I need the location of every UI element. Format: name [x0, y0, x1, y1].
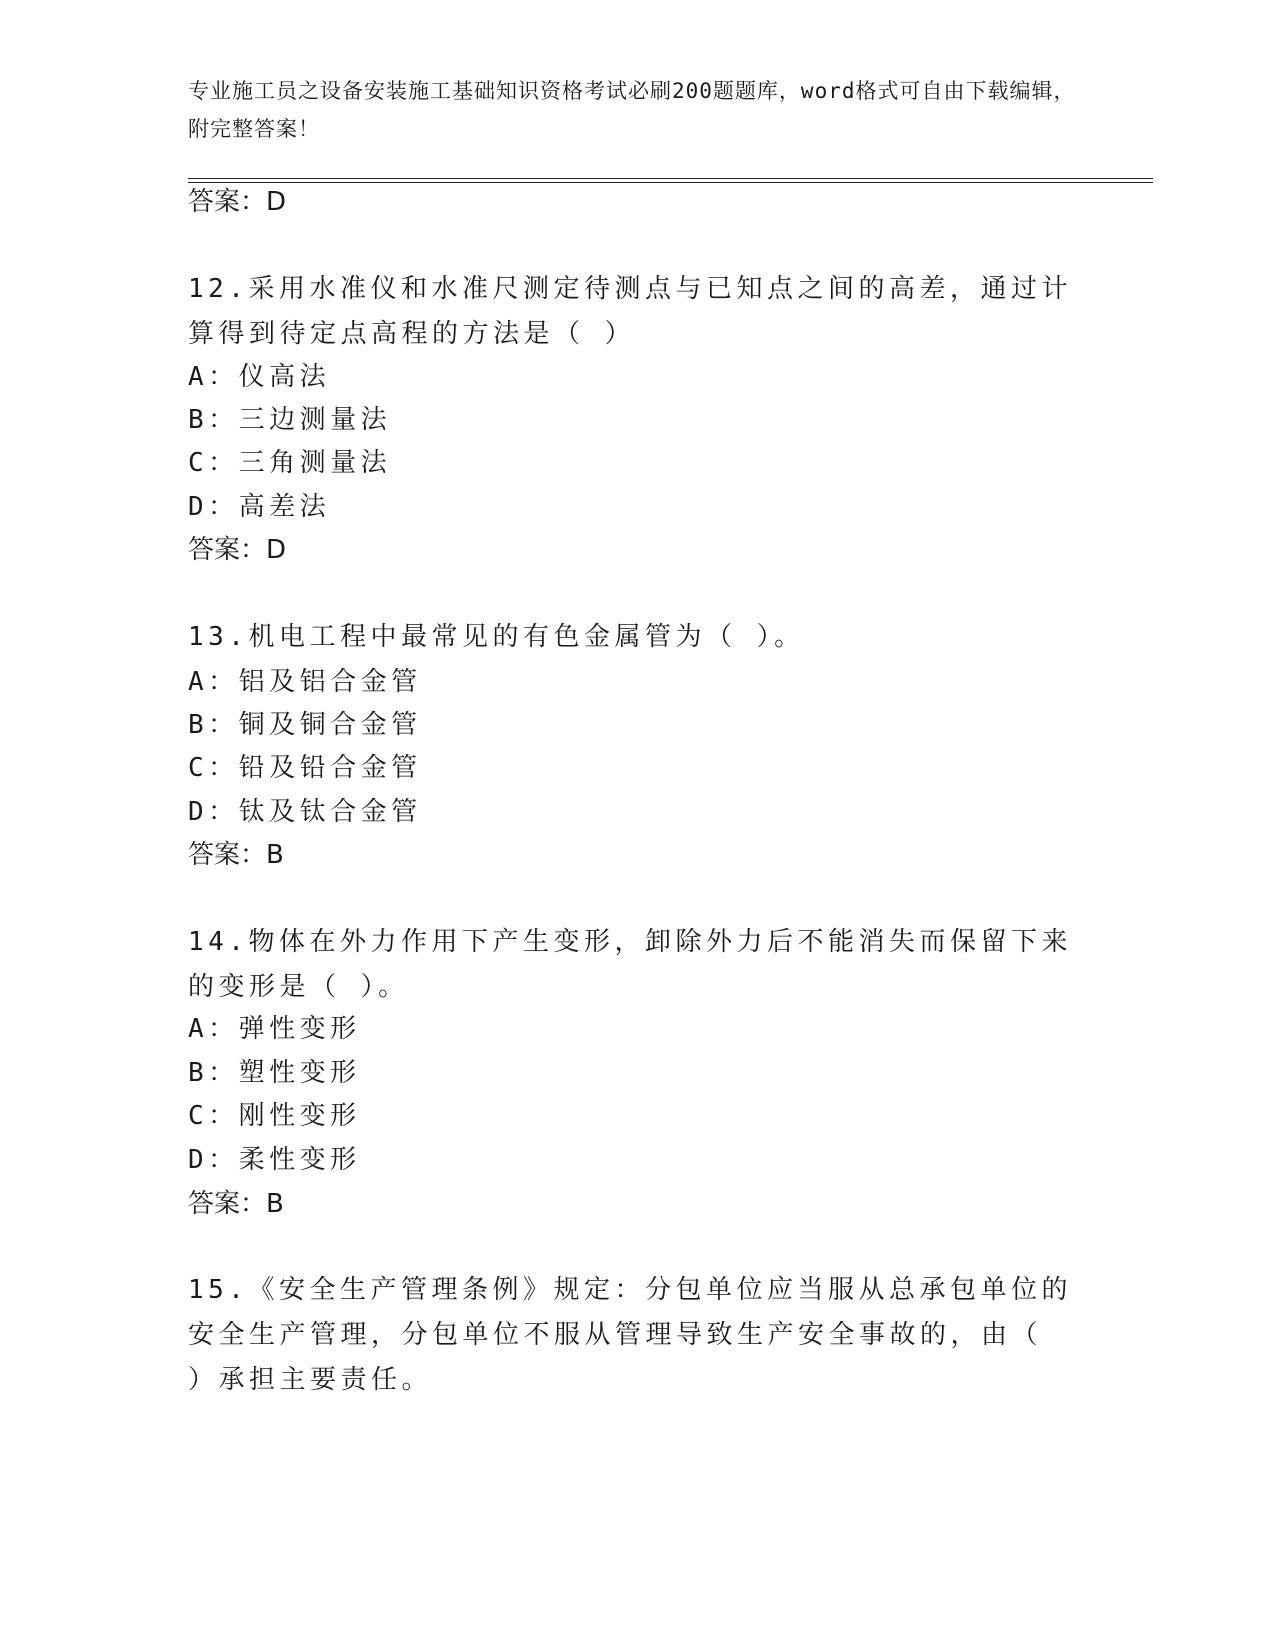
question-13-answer: 答案：B	[188, 840, 284, 870]
question-14-option-c: C：刚性变形	[188, 1101, 361, 1131]
document-header: 专业施工员之设备安装施工基础知识资格考试必刷200题题库，word格式可自由下载编辑，附完整答案！	[188, 79, 1076, 141]
question-12-answer: 答案：D	[188, 535, 287, 565]
header-divider	[188, 178, 1153, 183]
question-13-option-a: A：铝及铝合金管	[188, 667, 422, 697]
question-13-option-b: B：铜及铜合金管	[188, 710, 422, 740]
question-12-stem: 12.采用水准仪和水准尺测定待测点与已知点之间的高差，通过计算得到待定点高程的方法是（ ）	[188, 274, 1072, 349]
question-14-option-b: B：塑性变形	[188, 1058, 361, 1088]
question-13-option-d: D：钛及钛合金管	[188, 797, 422, 827]
question-14-option-d: D：柔性变形	[188, 1145, 361, 1175]
question-12-option-b: B：三边测量法	[188, 405, 392, 435]
question-12-option-c: C：三角测量法	[188, 448, 392, 478]
question-13-option-c: C：铅及铅合金管	[188, 753, 422, 783]
previous-answer: 答案：D	[188, 187, 287, 217]
question-12-option-d: D：高差法	[188, 492, 331, 522]
question-14-answer: 答案：B	[188, 1189, 284, 1219]
question-13-stem: 13.机电工程中最常见的有色金属管为（ ）。	[188, 622, 805, 652]
question-14-option-a: A：弹性变形	[188, 1014, 361, 1044]
question-12-option-a: A：仪高法	[188, 362, 331, 392]
question-15-stem: 15.《安全生产管理条例》规定：分包单位应当服从总承包单位的安全生产管理，分包单位不服从管理导致生产安全事故的，由（ ）承担主要责任。	[188, 1275, 1072, 1395]
question-14-stem: 14.物体在外力作用下产生变形，卸除外力后不能消失而保留下来的变形是（ ）。	[188, 927, 1072, 1002]
